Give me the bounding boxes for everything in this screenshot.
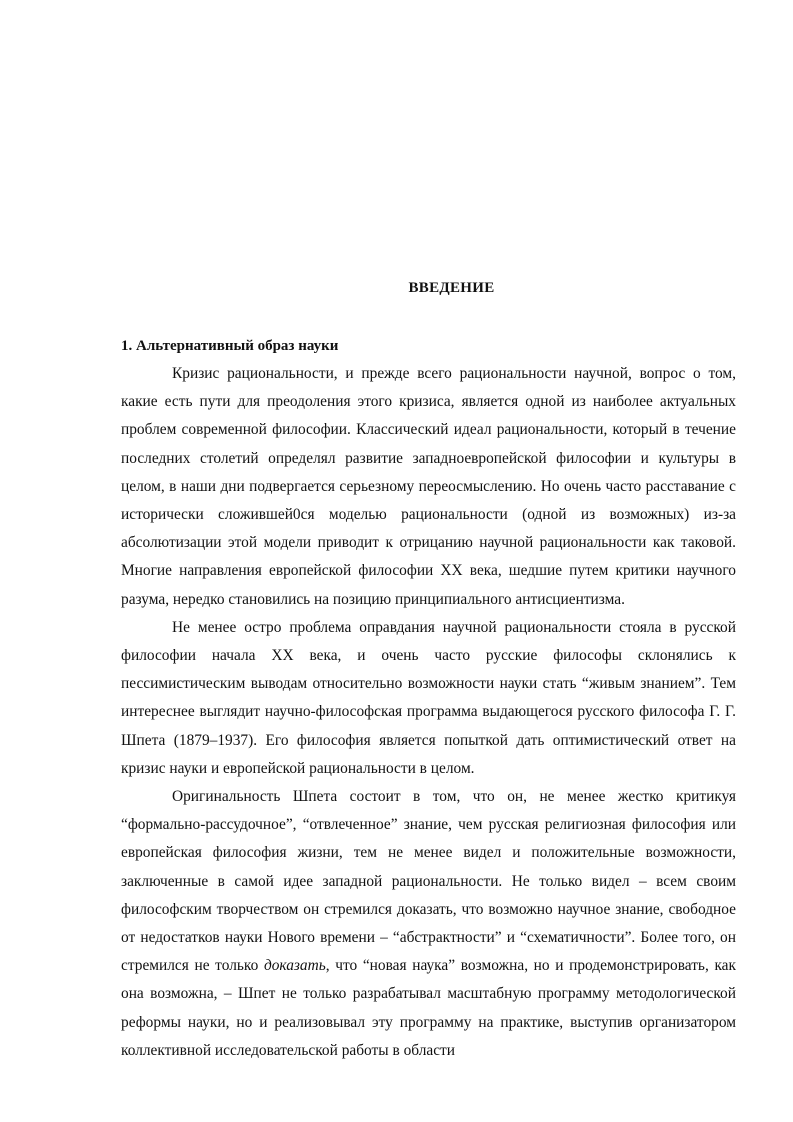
paragraph-3-text-after: , что “новая наука” возможна, но и продемонстрировать, как она возможна, – Шпет не только разрабатывал масштабную программу методологической реформы науки, но и реализовывал эту программу на практике, выступив организатором коллективной исследовательской работы в области bbox=[121, 957, 736, 1059]
paragraph-3 bbox=[121, 783, 736, 1065]
document-body bbox=[121, 332, 736, 1065]
paragraph-3-text-before: Оригинальность Шпета состоит в том, что он, не менее жестко критикуя “формально-рассудочное”, “отвлеченное” знание, чем русская религиозная философия или европейская философия жизни, тем не менее видел и положительные возможности, заключенные в самой идее западной рациональности. Не только видел – всем своим философским творчеством он стремился доказать, что возможно научное знание, свободное от недостатков науки Нового времени – “абстрактности” и “схематичности”. Более того, он стремился не только bbox=[121, 788, 736, 975]
paragraph-2: Не менее остро проблема оправдания научной рациональности стояла в русской философии начала XX века, и очень часто русские философы склонялись к пессимистическим выводам относительно возможности науки стать “живым знанием”. Тем интереснее выглядит научно-философская программа выдающегося русского философа Г. Г. Шпета (1879–1937). Его философия является попыткой дать оптимистический ответ на кризис науки и европейской рациональности в целом. bbox=[121, 618, 736, 777]
page-title: ВВЕДЕНИЕ bbox=[408, 280, 495, 296]
paragraph-1: Кризис рациональности, и прежде всего рациональности научной, вопрос о том, какие есть пути для преодоления этого кризиса, является одной из наиболее актуальных проблем современной философии. Классический идеал рациональности, который в течение последних столетий определял развитие западноевропейской философии и культуры в целом, в наши дни подвергается серьезному переосмыслению. Но очень часто расставание с исторически сложившей0ся моделью рациональности (одной из возможных) из-за абсолютизации этой модели приводит к отрицанию научной рациональности как таковой. Многие направления европейской философии XX века, шедшие путем критики научного разума, нередко становились на позицию принципиального антисциентизма. bbox=[121, 365, 736, 608]
section-heading: 1. Альтернативный образ науки bbox=[121, 338, 339, 354]
emphasized-word: доказать bbox=[263, 957, 326, 975]
